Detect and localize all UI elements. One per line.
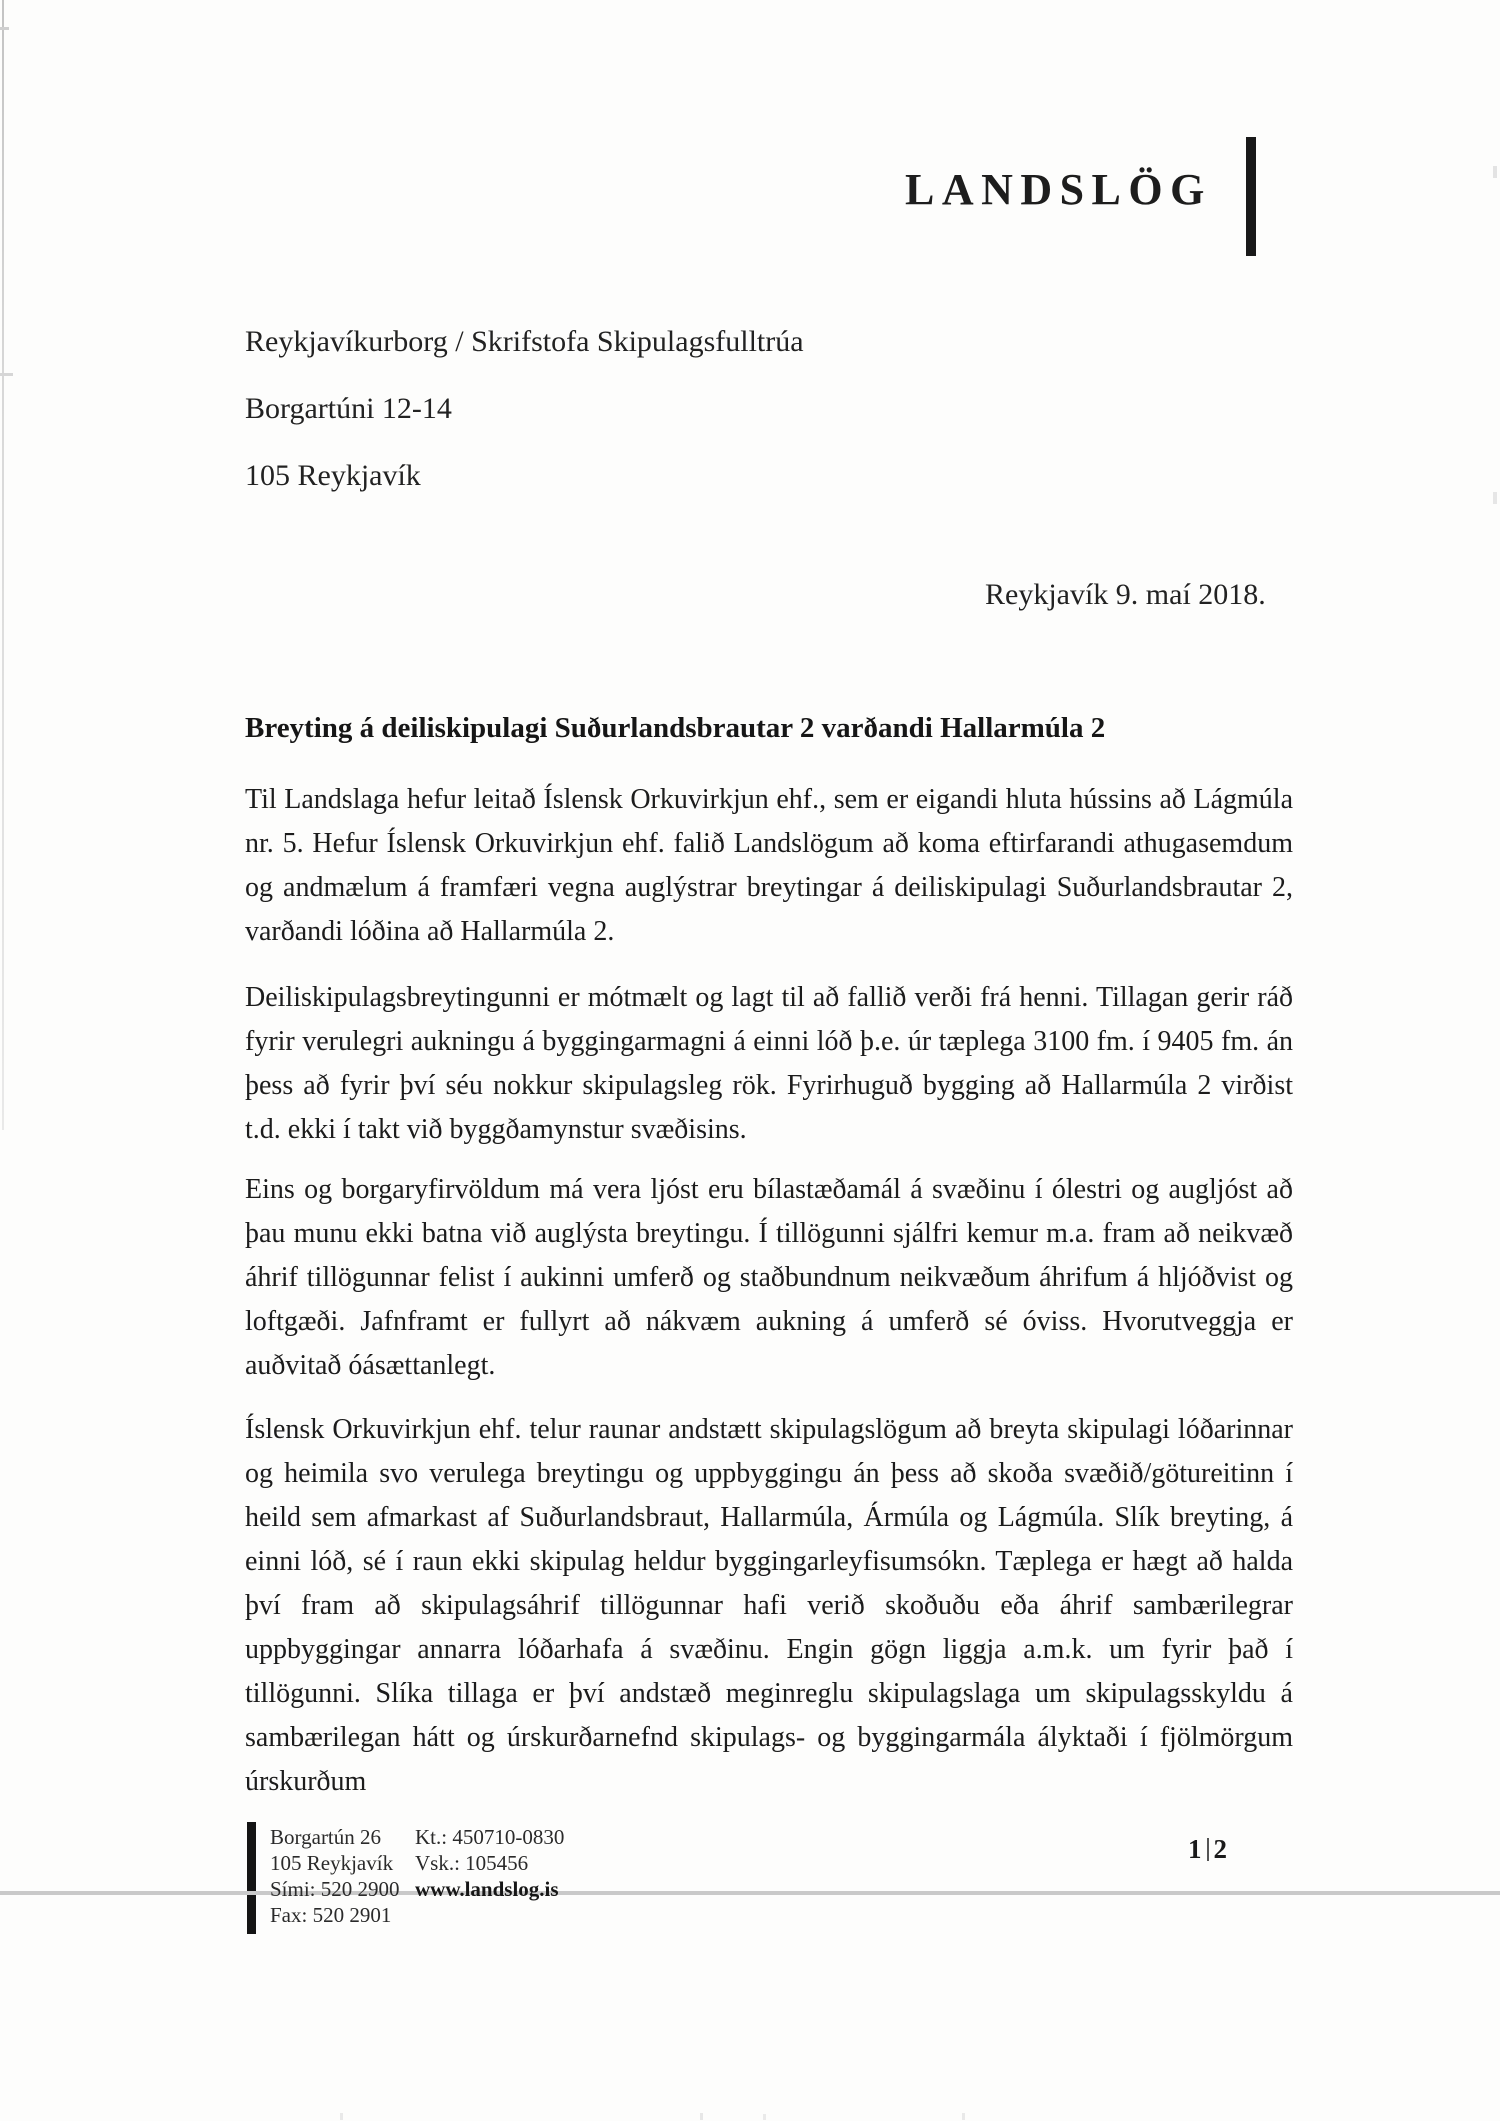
logo-bar-icon — [1246, 137, 1256, 256]
footer-address-line: Borgartún 26 — [270, 1825, 382, 1849]
body-paragraph: Íslensk Orkuvirkjun ehf. telur raunar andstætt skipulagslögum að breyta skipulagi lóðarinnar og heimila svo verulega breytingu og uppbyggingu án þess að skoða svæðið/götureitinn í heild sem afmarkast af Suðurlandsbraut, Hallarmúla, Ármúla og Lágmúla. Slík breyting, á einni lóð, sé í raun ekki skipulag heldur byggingarleyfisumsókn. Tæplega er hægt að halda því fram að skipulagsáhrif tillögunnar hafi verið skoðuðu eða áhrif sambærilegrar uppbyggingar annarra lóðarhafa á svæðinu. Engin gögn liggja a.m.k. um fyrir það í tillögunni. Slíka tillaga er því andstæð meginreglu skipulagslaga um skipulagsskyldu á sambærilegan hátt og úrskurðarnefnd skipulags- og byggingarmála ályktaði í fjölmörgum úrskurðum — [245, 1414, 1293, 1797]
scan-artifact-left-notch — [0, 27, 9, 30]
recipient-line: Reykjavíkurborg / Skrifstofa Skipulagsfulltrúa — [245, 325, 804, 358]
scan-artifact-left-hline — [0, 373, 13, 376]
scan-artifact-left-edge — [2, 0, 4, 1130]
body-paragraph: Til Landslaga hefur leitað Íslensk Orkuvirkjun ehf., sem er eigandi hluta hússins að Lágmúla nr. 5. Hefur Íslensk Orkuvirkjun ehf. falið Landslögum að koma eftirfarandi athugasemdum og andmælum á framfæri vegna auglýstrar breytingar á deiliskipulagi Suðurlandsbrautar 2, varðandi lóðina að Hallarmúla 2. — [245, 784, 1293, 947]
page-number — [1188, 1834, 1227, 1865]
footer-phone-line: Sími: 520 2900 — [270, 1877, 400, 1901]
footer-divider-line — [0, 1891, 1500, 1895]
scan-artifact-bottom-speck — [340, 2113, 343, 2120]
subject-heading: Breyting á deiliskipulagi Suðurlandsbrautar 2 varðandi Hallarmúla 2 — [245, 712, 1106, 744]
scan-artifact-right-mark — [1493, 492, 1497, 504]
recipient-line: 105 Reykjavík — [245, 459, 421, 492]
scan-artifact-right-mark — [1493, 166, 1497, 178]
body-paragraph: Deiliskipulagsbreytingunni er mótmælt og lagt til að fallið verði frá henni. Tillagan gerir ráð fyrir verulegri aukningu á byggingarmagni á einni lóð þ.e. úr tæplega 3100 fm. í 9405 fm. án þess að fyrir því séu nokkur skipulagsleg rök. Fyrirhuguð bygging að Hallarmúla 2 virðist t.d. ekki í takt við byggðamynstur svæðisins. — [245, 982, 1293, 1145]
recipient-address — [245, 308, 804, 509]
page-number-total: 2 — [1213, 1834, 1227, 1864]
scan-artifact-bottom-speck — [763, 2114, 766, 2120]
footer-website: www.landslog.is — [415, 1877, 559, 1901]
scan-artifact-bottom-speck — [962, 2113, 965, 2120]
footer-address-line: 105 Reykjavík — [270, 1851, 394, 1875]
footer-vsk-line: Vsk.: 105456 — [415, 1851, 529, 1875]
footer-address-block — [270, 1824, 400, 1928]
recipient-line: Borgartúni 12-14 — [245, 392, 452, 425]
footer-accent-bar — [247, 1822, 256, 1934]
scan-artifact-bottom-speck — [700, 2113, 703, 2120]
date-line: Reykjavík 9. maí 2018. — [985, 578, 1266, 611]
page-number-current: 1 — [1188, 1834, 1202, 1864]
footer-kt-line: Kt.: 450710-0830 — [415, 1825, 565, 1849]
body-paragraph: Eins og borgaryfirvöldum má vera ljóst eru bílastæðamál á svæðinu í ólestri og augljóst að þau munu ekki batna við auglýsta breytingu. Í tillögunni sjálfri kemur m.a. fram að neikvæð áhrif tillögunnar felist í aukinni umferð og staðbundnum neikvæðum áhrifum á hljóðvist og loftgæði. Jafnframt er fullyrt að nákvæm aukning á umferð sé óviss. Hvorutveggja er auðvitað óásættanlegt. — [245, 1174, 1293, 1381]
landslog-logo: LANDSLÖG — [905, 165, 1212, 214]
page-number-separator — [1207, 1838, 1209, 1861]
footer-fax-line: Fax: 520 2901 — [270, 1903, 392, 1927]
footer-registration-block — [415, 1824, 564, 1902]
